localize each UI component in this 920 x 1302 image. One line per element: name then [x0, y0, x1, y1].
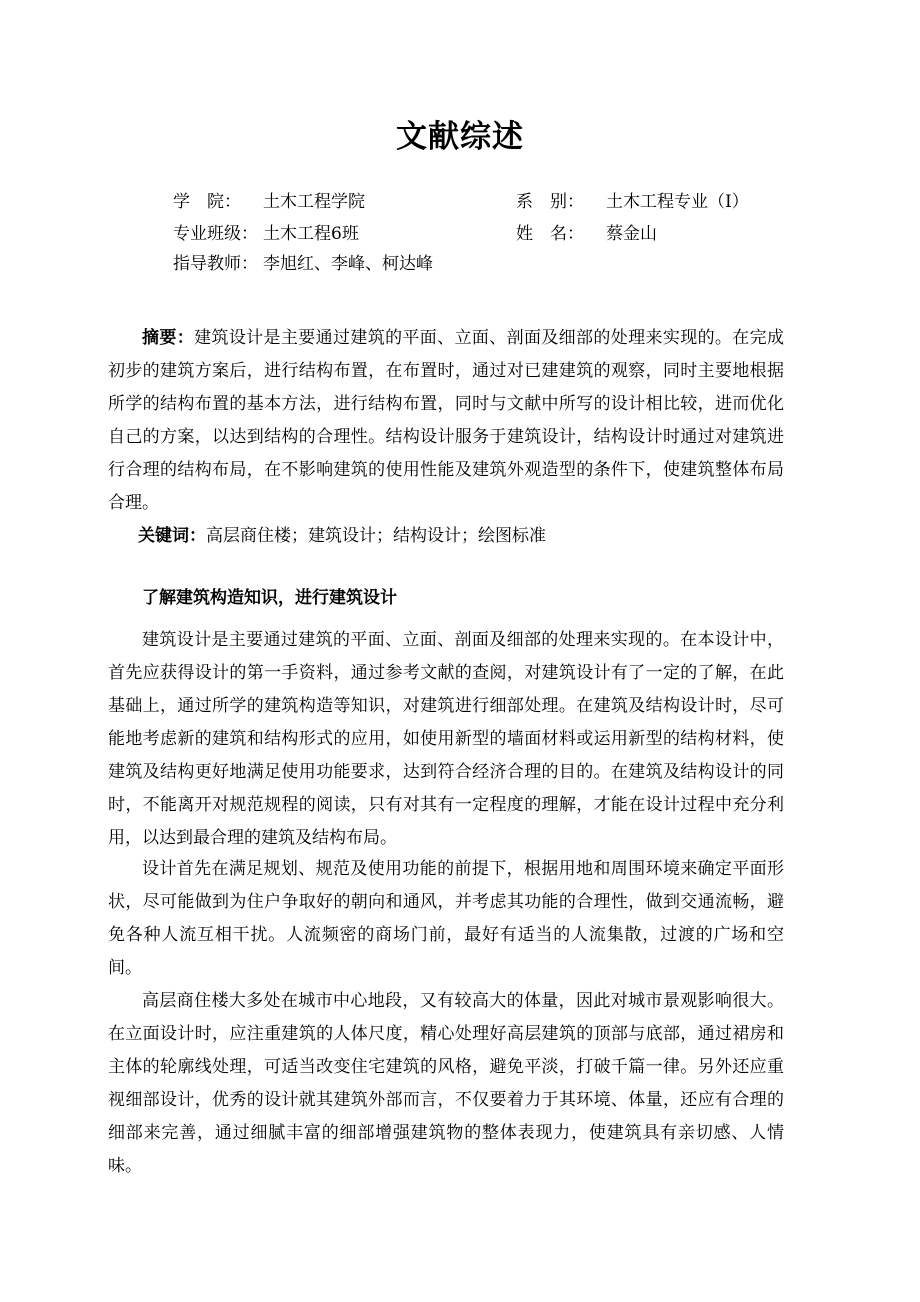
- name-value: 蔡金山: [606, 224, 657, 244]
- advisor-label: 指导教师：: [173, 254, 258, 274]
- info-department: [516, 190, 749, 214]
- keywords-label: 关键词：: [138, 526, 206, 546]
- section-heading: 了解建筑构造知识，进行建筑设计: [142, 588, 397, 608]
- section-paragraph-3: 高层商住楼大多处在城市中心地段，又有较高大的体量，因此对城市景观影响很大。在立面设计时，应注重建筑的人体尺度，精心处理好高层建筑的顶部与底部，通过裙房和主体的轮廓线处理，可适当改变住宅建筑的风格，避免平淡，打破千篇一律。另外还应重视细部设计，优秀的设计就其建筑外部而言，不仅要着力于其环境、体量，还应有合理的细部来完善，通过细腻丰富的细部增强建筑物的整体表现力，使建筑具有亲切感、人情味。: [108, 991, 784, 1176]
- section-paragraph-2: 设计首先在满足规划、规范及使用功能的前提下，根据用地和周围环境来确定平面形状，尽可能做到为住户争取好的朝向和通风，并考虑其功能的合理性，做到交通流畅，避免各种人流互相干扰。人流频密的商场门前，最好有适当的人流集散，过渡的广场和空间。: [108, 859, 784, 978]
- abstract-paragraph: [108, 322, 784, 520]
- college-value: 土木工程学院: [263, 192, 365, 212]
- document-title: 文献综述: [396, 119, 524, 155]
- info-advisor: [173, 252, 433, 276]
- info-name: [516, 222, 657, 246]
- section-paragraph-1: 建筑设计是主要通过建筑的平面、立面、剖面及细部的处理来实现的。在本设计中，首先应获得设计的第一手资料，通过参考文献的查阅，对建筑设计有了一定的了解，在此基础上，通过所学的建筑构造等知识，对建筑进行细部处理。在建筑及结构设计时，尽可能地考虑新的建筑和结构形式的应用，如使用新型的墙面材料或运用新型的结构材料，使建筑及结构更好地满足使用功能要求，达到符合经济合理的目的。在建筑及结构设计的同时，不能离开对规范规程的阅读，只有对其有一定程度的理解，才能在设计过程中充分利用，以达到最合理的建筑及结构布局。: [108, 630, 784, 848]
- keywords-line: [138, 520, 784, 553]
- department-value: 土木工程专业（I）: [606, 192, 749, 212]
- info-college: [173, 190, 365, 214]
- department-label: 系 别：: [516, 192, 584, 212]
- abstract-text: 建筑设计是主要通过建筑的平面、立面、剖面及细部的处理来实现的。在完成初步的建筑方案后，进行结构布置，在布置时，通过对已建建筑的观察，同时主要地根据所学的结构布置的基本方法，进行结构布置，同时与文献中所写的设计相比较，进而优化自己的方案，以达到结构的合理性。结构设计服务于建筑设计，结构设计时通过对建筑进行合理的结构布局，在不影响建筑的使用性能及建筑外观造型的条件下，使建筑整体布局合理。: [108, 328, 785, 513]
- class-label: 专业班级：: [173, 224, 258, 244]
- class-value: 土木工程6班: [263, 224, 359, 244]
- keywords-text: 高层商住楼；建筑设计；结构设计；绘图标准: [206, 526, 546, 546]
- name-label: 姓 名：: [516, 224, 584, 244]
- abstract-label: 摘要：: [142, 328, 195, 348]
- info-class: [173, 222, 359, 246]
- college-label: 学 院：: [173, 192, 241, 212]
- advisor-value: 李旭红、李峰、柯达峰: [263, 254, 433, 274]
